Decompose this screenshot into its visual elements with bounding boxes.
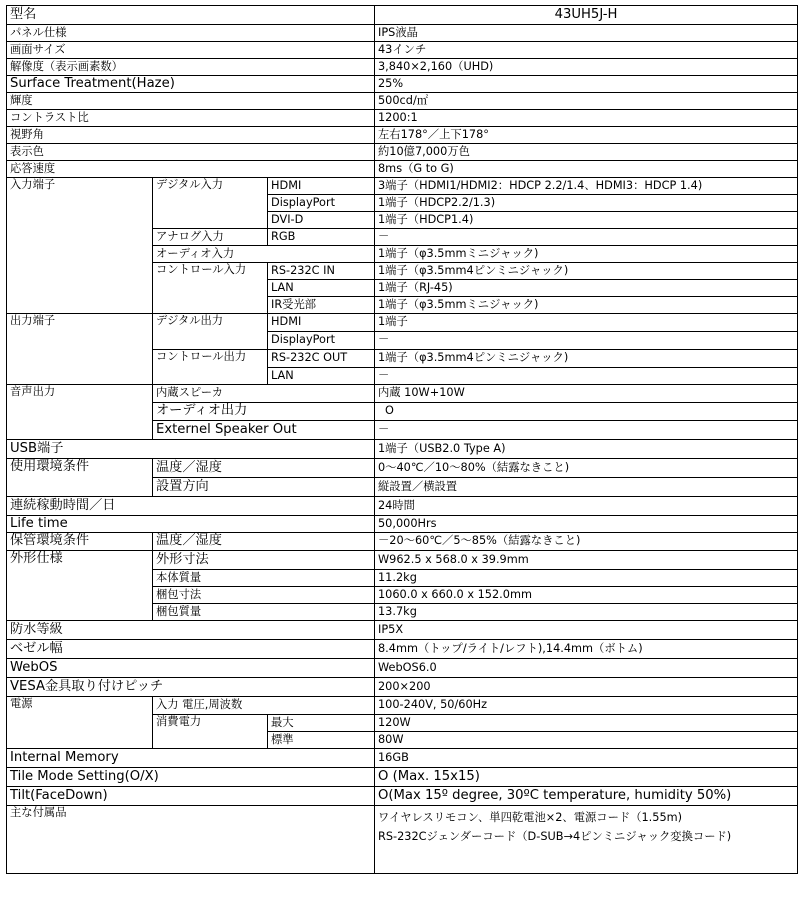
port-label: HDMI	[268, 314, 375, 332]
row-value: 100-240V, 50/60Hz	[375, 697, 798, 715]
port-label: 標準	[268, 732, 375, 749]
subgroup-label: コントロール入力	[153, 263, 268, 314]
row-value: 0～40℃／10～80%（結露なきこと)	[375, 459, 798, 478]
subgroup-label: 内蔵スピーカ	[153, 385, 375, 403]
row-value: 左右178°／上下178°	[375, 127, 798, 144]
subgroup-label: コントロール出力	[153, 350, 268, 385]
subgroup-label: 温度／湿度	[153, 459, 375, 478]
table-row	[7, 93, 798, 110]
row-label: 輝度	[7, 93, 375, 110]
row-value: －	[375, 421, 798, 440]
table-row	[7, 749, 798, 768]
row-value: 1060.0 x 660.0 x 152.0mm	[375, 587, 798, 604]
row-value: 1端子（φ3.5mm4ピンミニジャック)	[375, 263, 798, 280]
subgroup-label: 設置方向	[153, 478, 375, 497]
table-row	[7, 659, 798, 678]
row-value: 43インチ	[375, 42, 798, 59]
port-label: RGB	[268, 229, 375, 246]
row-value: 1端子（φ3.5mm4ピンミニジャック)	[375, 350, 798, 368]
header-row	[7, 6, 798, 25]
table-row	[7, 314, 798, 332]
subgroup-label: Externel Speaker Out	[153, 421, 375, 440]
row-value: 3端子（HDMI1/HDMI2：HDCP 2.2/1.4、HDMI3：HDCP 1.4)	[375, 178, 798, 195]
table-row	[7, 497, 798, 516]
table-row	[7, 144, 798, 161]
row-label: 表示色	[7, 144, 375, 161]
table-row	[7, 697, 798, 715]
port-label: 最大	[268, 715, 375, 732]
row-value: －	[375, 368, 798, 385]
accessories-value	[375, 806, 798, 874]
group-label: 外形仕様	[7, 551, 153, 621]
row-value: 約10億7,000万色	[375, 144, 798, 161]
row-value: 8.4mm（トップ/ライト/レフト),14.4mm（ボトム)	[375, 640, 798, 659]
table-row	[7, 76, 798, 93]
table-row	[7, 59, 798, 76]
subgroup-label: 本体質量	[153, 570, 375, 587]
row-value: 1端子（RJ-45)	[375, 280, 798, 297]
subgroup-label: デジタル出力	[153, 314, 268, 350]
table-row	[7, 178, 798, 195]
row-label: Life time	[7, 516, 375, 533]
row-label: WebOS	[7, 659, 375, 678]
row-value: 24時間	[375, 497, 798, 516]
spec-table	[6, 5, 798, 874]
row-value: 1端子（USB2.0 Type A)	[375, 440, 798, 459]
table-row	[7, 621, 798, 640]
table-row	[7, 806, 798, 874]
row-value: 1端子	[375, 314, 798, 332]
row-value: 200×200	[375, 678, 798, 697]
subgroup-label: 梱包寸法	[153, 587, 375, 604]
row-label: Surface Treatment(Haze)	[7, 76, 375, 93]
table-row	[7, 127, 798, 144]
port-label: IR受光部	[268, 297, 375, 314]
row-value: 500cd/㎡	[375, 93, 798, 110]
row-value: －	[375, 332, 798, 350]
row-value: O (Max. 15x15)	[375, 768, 798, 787]
subgroup-label: オーディオ出力	[153, 403, 375, 421]
table-row	[7, 640, 798, 659]
group-label: 入力端子	[7, 178, 153, 314]
row-value: 13.7kg	[375, 604, 798, 621]
row-label: コントラスト比	[7, 110, 375, 127]
row-value: 1端子（φ3.5mmミニジャック)	[375, 246, 798, 263]
subgroup-label: 入力 電圧,周波数	[153, 697, 375, 715]
row-label: USB端子	[7, 440, 375, 459]
row-value: 16GB	[375, 749, 798, 768]
port-label: DisplayPort	[268, 332, 375, 350]
row-value: 1端子（HDCP1.4)	[375, 212, 798, 229]
table-row	[7, 768, 798, 787]
row-value: 縦設置／横設置	[375, 478, 798, 497]
row-label: 防水等級	[7, 621, 375, 640]
port-label: LAN	[268, 280, 375, 297]
table-row	[7, 161, 798, 178]
row-value: 25%	[375, 76, 798, 93]
row-value: 120W	[375, 715, 798, 732]
row-label: Tile Mode Setting(O/X)	[7, 768, 375, 787]
group-label: 音声出力	[7, 385, 153, 440]
port-label: DVI-D	[268, 212, 375, 229]
row-value: O(Max 15º degree, 30ºC temperature, humidity 50%)	[375, 787, 798, 806]
group-label: 出力端子	[7, 314, 153, 385]
accessories-line: ワイヤレスリモコン、単四乾電池×2、電源コード（1.55m)	[378, 811, 683, 824]
row-label: 解像度（表示画素数）	[7, 59, 375, 76]
table-row	[7, 440, 798, 459]
port-label: LAN	[268, 368, 375, 385]
port-label: DisplayPort	[268, 195, 375, 212]
row-label: VESA金具取り付けピッチ	[7, 678, 375, 697]
table-row	[7, 678, 798, 697]
port-label: RS-232C IN	[268, 263, 375, 280]
model-name: 43UH5J-H	[375, 6, 798, 25]
subgroup-label: 消費電力	[153, 715, 268, 749]
row-value: 50,000Hrs	[375, 516, 798, 533]
table-row	[7, 385, 798, 403]
table-row	[7, 25, 798, 42]
port-label: RS-232C OUT	[268, 350, 375, 368]
subgroup-label: 梱包質量	[153, 604, 375, 621]
subgroup-label: 温度／湿度	[153, 533, 375, 551]
row-label: パネル仕様	[7, 25, 375, 42]
row-label: 視野角	[7, 127, 375, 144]
row-value: 80W	[375, 732, 798, 749]
table-row	[7, 459, 798, 478]
row-value: 1端子（HDCP2.2/1.3)	[375, 195, 798, 212]
table-row	[7, 110, 798, 127]
row-label: 画面サイズ	[7, 42, 375, 59]
subgroup-label: 外形寸法	[153, 551, 375, 570]
row-label: ベゼル幅	[7, 640, 375, 659]
table-row	[7, 787, 798, 806]
row-value: 内蔵 10W+10W	[375, 385, 798, 403]
row-value: IPS液晶	[375, 25, 798, 42]
row-value: 8ms（G to G)	[375, 161, 798, 178]
row-value: WebOS6.0	[375, 659, 798, 678]
row-value: 1200:1	[375, 110, 798, 127]
row-value: O	[375, 403, 798, 421]
subgroup-label: アナログ入力	[153, 229, 268, 246]
row-label: Internal Memory	[7, 749, 375, 768]
table-row	[7, 533, 798, 551]
header-label: 型名	[7, 6, 375, 25]
table-row	[7, 516, 798, 533]
row-value: IP5X	[375, 621, 798, 640]
row-value: －	[375, 229, 798, 246]
group-label: 使用環境条件	[7, 459, 153, 497]
subgroup-label: オーディオ入力	[153, 246, 375, 263]
table-row	[7, 42, 798, 59]
accessories-line: RS-232Cジェンダーコード（D-SUB→4ピンミニジャック変換コード)	[378, 830, 732, 843]
port-label: HDMI	[268, 178, 375, 195]
row-value: 1端子（φ3.5mmミニジャック)	[375, 297, 798, 314]
row-value: 3,840×2,160（UHD)	[375, 59, 798, 76]
row-value: 11.2kg	[375, 570, 798, 587]
row-value: W962.5 x 568.0 x 39.9mm	[375, 551, 798, 570]
row-label: 主な付属品	[7, 806, 375, 874]
row-label: Tilt(FaceDown)	[7, 787, 375, 806]
row-value: －20～60℃／5～85%（結露なきこと)	[375, 533, 798, 551]
table-row	[7, 551, 798, 570]
group-label: 保管環境条件	[7, 533, 153, 551]
row-label: 応答速度	[7, 161, 375, 178]
subgroup-label: デジタル入力	[153, 178, 268, 229]
row-label: 連続稼動時間／日	[7, 497, 375, 516]
group-label: 電源	[7, 697, 153, 749]
